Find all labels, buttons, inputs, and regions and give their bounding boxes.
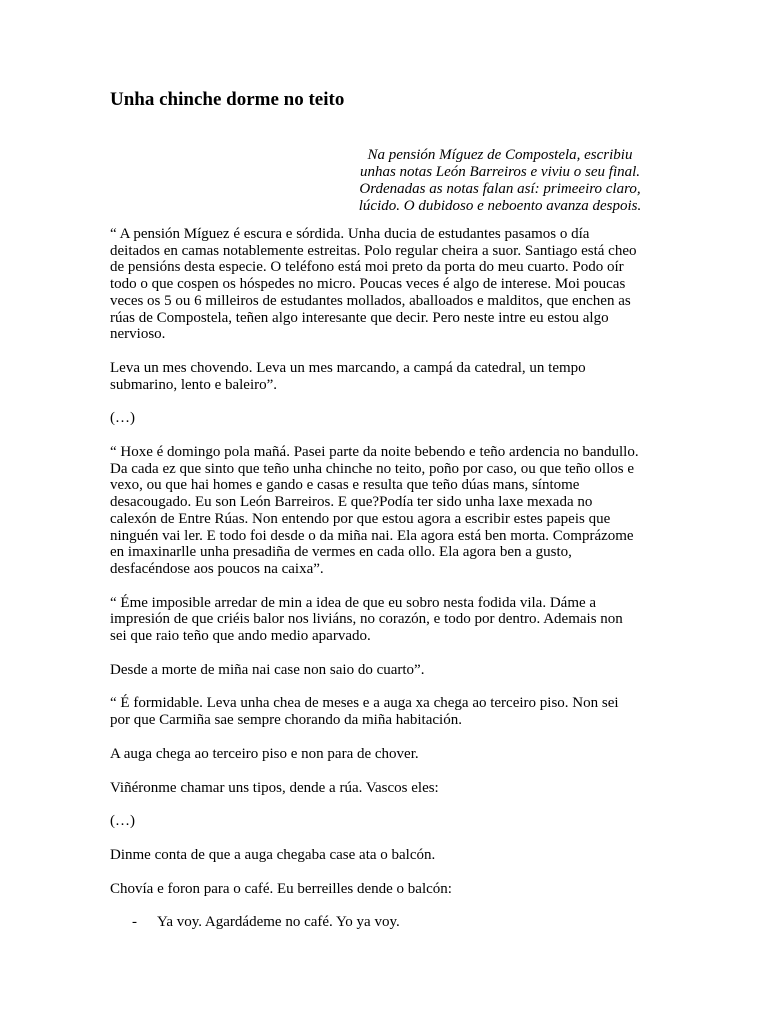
- paragraph-line: “ É formidable. Leva unha chea de meses e a auga xa chega ao terceiro piso. Non sei: [110, 695, 619, 712]
- dialogue-line: [110, 914, 660, 931]
- paragraph-line: en imaxinarlle unha presadiña de vermes en cada ollo. Ela agora ben a gusto,: [110, 544, 572, 561]
- document-title: Unha chinche dorme no teito: [110, 89, 345, 110]
- paragraph-line: rúas de Compostela, teñen algo interesante que decir. Pero neste intre eu estou algo: [110, 309, 609, 326]
- paragraph-line: “ Hoxe é domingo pola mañá. Pasei parte da noite bebendo e teño ardencia no bandullo.: [110, 444, 639, 461]
- body-paragraph: [110, 595, 660, 645]
- paragraph-line: Dinme conta de que a auga chegaba case ata o balcón.: [110, 846, 436, 863]
- paragraph-line: sei que raio teño que ando medio aparvado.: [110, 628, 371, 645]
- paragraph-line: desfacéndose aos poucos na caixa”.: [110, 560, 324, 577]
- paragraph-line: Da cada ez que sinto que teño unha chinche no teito, poño por caso, ou que teño ollos e: [110, 460, 635, 477]
- paragraph-line: de pensións desta especie. O teléfono está moi preto da porta do meu cuarto. Podo oír: [110, 259, 624, 276]
- paragraph-line: nervioso.: [110, 326, 166, 343]
- epigraph-line: unhas notas León Barreiros e viviu o seu final.: [359, 164, 641, 180]
- paragraph-line: Desde a morte de miña nai case non saio do cuarto”.: [110, 661, 425, 678]
- paragraph-line: todo o que cospen os hóspedes no micro. Poucas veces é algo de interese. Moi poucas: [110, 276, 626, 293]
- paragraph-line: desacougado. Eu son León Barreiros. E que?Podía ter sido unha laxe mexada no: [110, 494, 593, 511]
- paragraph-line: A auga chega ao terceiro piso e non para de chover.: [110, 745, 419, 762]
- paragraph-line: (…): [110, 410, 135, 427]
- paragraph-line: impresión de que criéis balor nos liviáns, no corazón, e todo por dentro. Ademais non: [110, 611, 623, 628]
- paragraph-line: submarino, lento e baleiro”.: [110, 376, 278, 393]
- epigraph-line: Ordenadas as notas falan así: primeeiro claro,: [359, 181, 641, 197]
- body-paragraph: [110, 444, 660, 578]
- body-paragraph: [110, 813, 660, 830]
- epigraph-line: lúcido. O dubidoso e neboento avanza despois.: [358, 198, 642, 214]
- dialogue-dash: -: [132, 914, 137, 931]
- paragraph-line: Leva un mes chovendo. Leva un mes marcando, a campá da catedral, un tempo: [110, 359, 586, 376]
- paragraph-line: ninguén vai ler. E todo foi desde o da miña nai. Ela agora está ben morta. Comprázome: [110, 527, 634, 544]
- body-paragraph: [110, 410, 660, 427]
- paragraph-line: Viñéronme chamar uns tipos, dende a rúa. Vascos eles:: [110, 779, 439, 796]
- document-body: [110, 226, 660, 948]
- paragraph-line: Chovía e foron para o café. Eu berreilles dende o balcón:: [110, 880, 452, 897]
- dialogue-text: Ya voy. Agardádeme no café. Yo ya voy.: [157, 914, 400, 931]
- body-paragraph: [110, 780, 660, 797]
- epigraph-line: Na pensión Míguez de Compostela, escribiu: [367, 147, 633, 163]
- body-paragraph: [110, 360, 660, 393]
- body-paragraph: [110, 881, 660, 898]
- paragraph-line: por que Carmiña sae sempre chorando da miña habitación.: [110, 712, 462, 729]
- paragraph-line: calexón de Entre Rúas. Non entendo por que estou agora a escribir estes papeis que: [110, 510, 611, 527]
- paragraph-line: “ Éme imposible arredar de min a idea de que eu sobro nesta fodida vila. Dáme a: [110, 594, 597, 611]
- body-paragraph: [110, 695, 660, 728]
- body-paragraph: [110, 746, 660, 763]
- body-paragraph: [110, 847, 660, 864]
- body-paragraph: [110, 662, 660, 679]
- epigraph: [330, 147, 670, 215]
- paragraph-line: “ A pensión Míguez é escura e sórdida. Unha ducia de estudantes pasamos o día: [110, 226, 590, 242]
- paragraph-line: veces os 5 ou 6 milleiros de estudantes mollados, aballoados e malditos, que enchen as: [110, 292, 631, 309]
- body-paragraph: [110, 226, 660, 343]
- paragraph-line: vexo, ou que hai homes e gando e casas e resulta que teño dúas mans, síntome: [110, 477, 580, 494]
- paragraph-line: (…): [110, 813, 135, 830]
- paragraph-line: deitados en camas notablemente estreitas. Polo regular cheira a suor. Santiago está cheo: [110, 242, 637, 259]
